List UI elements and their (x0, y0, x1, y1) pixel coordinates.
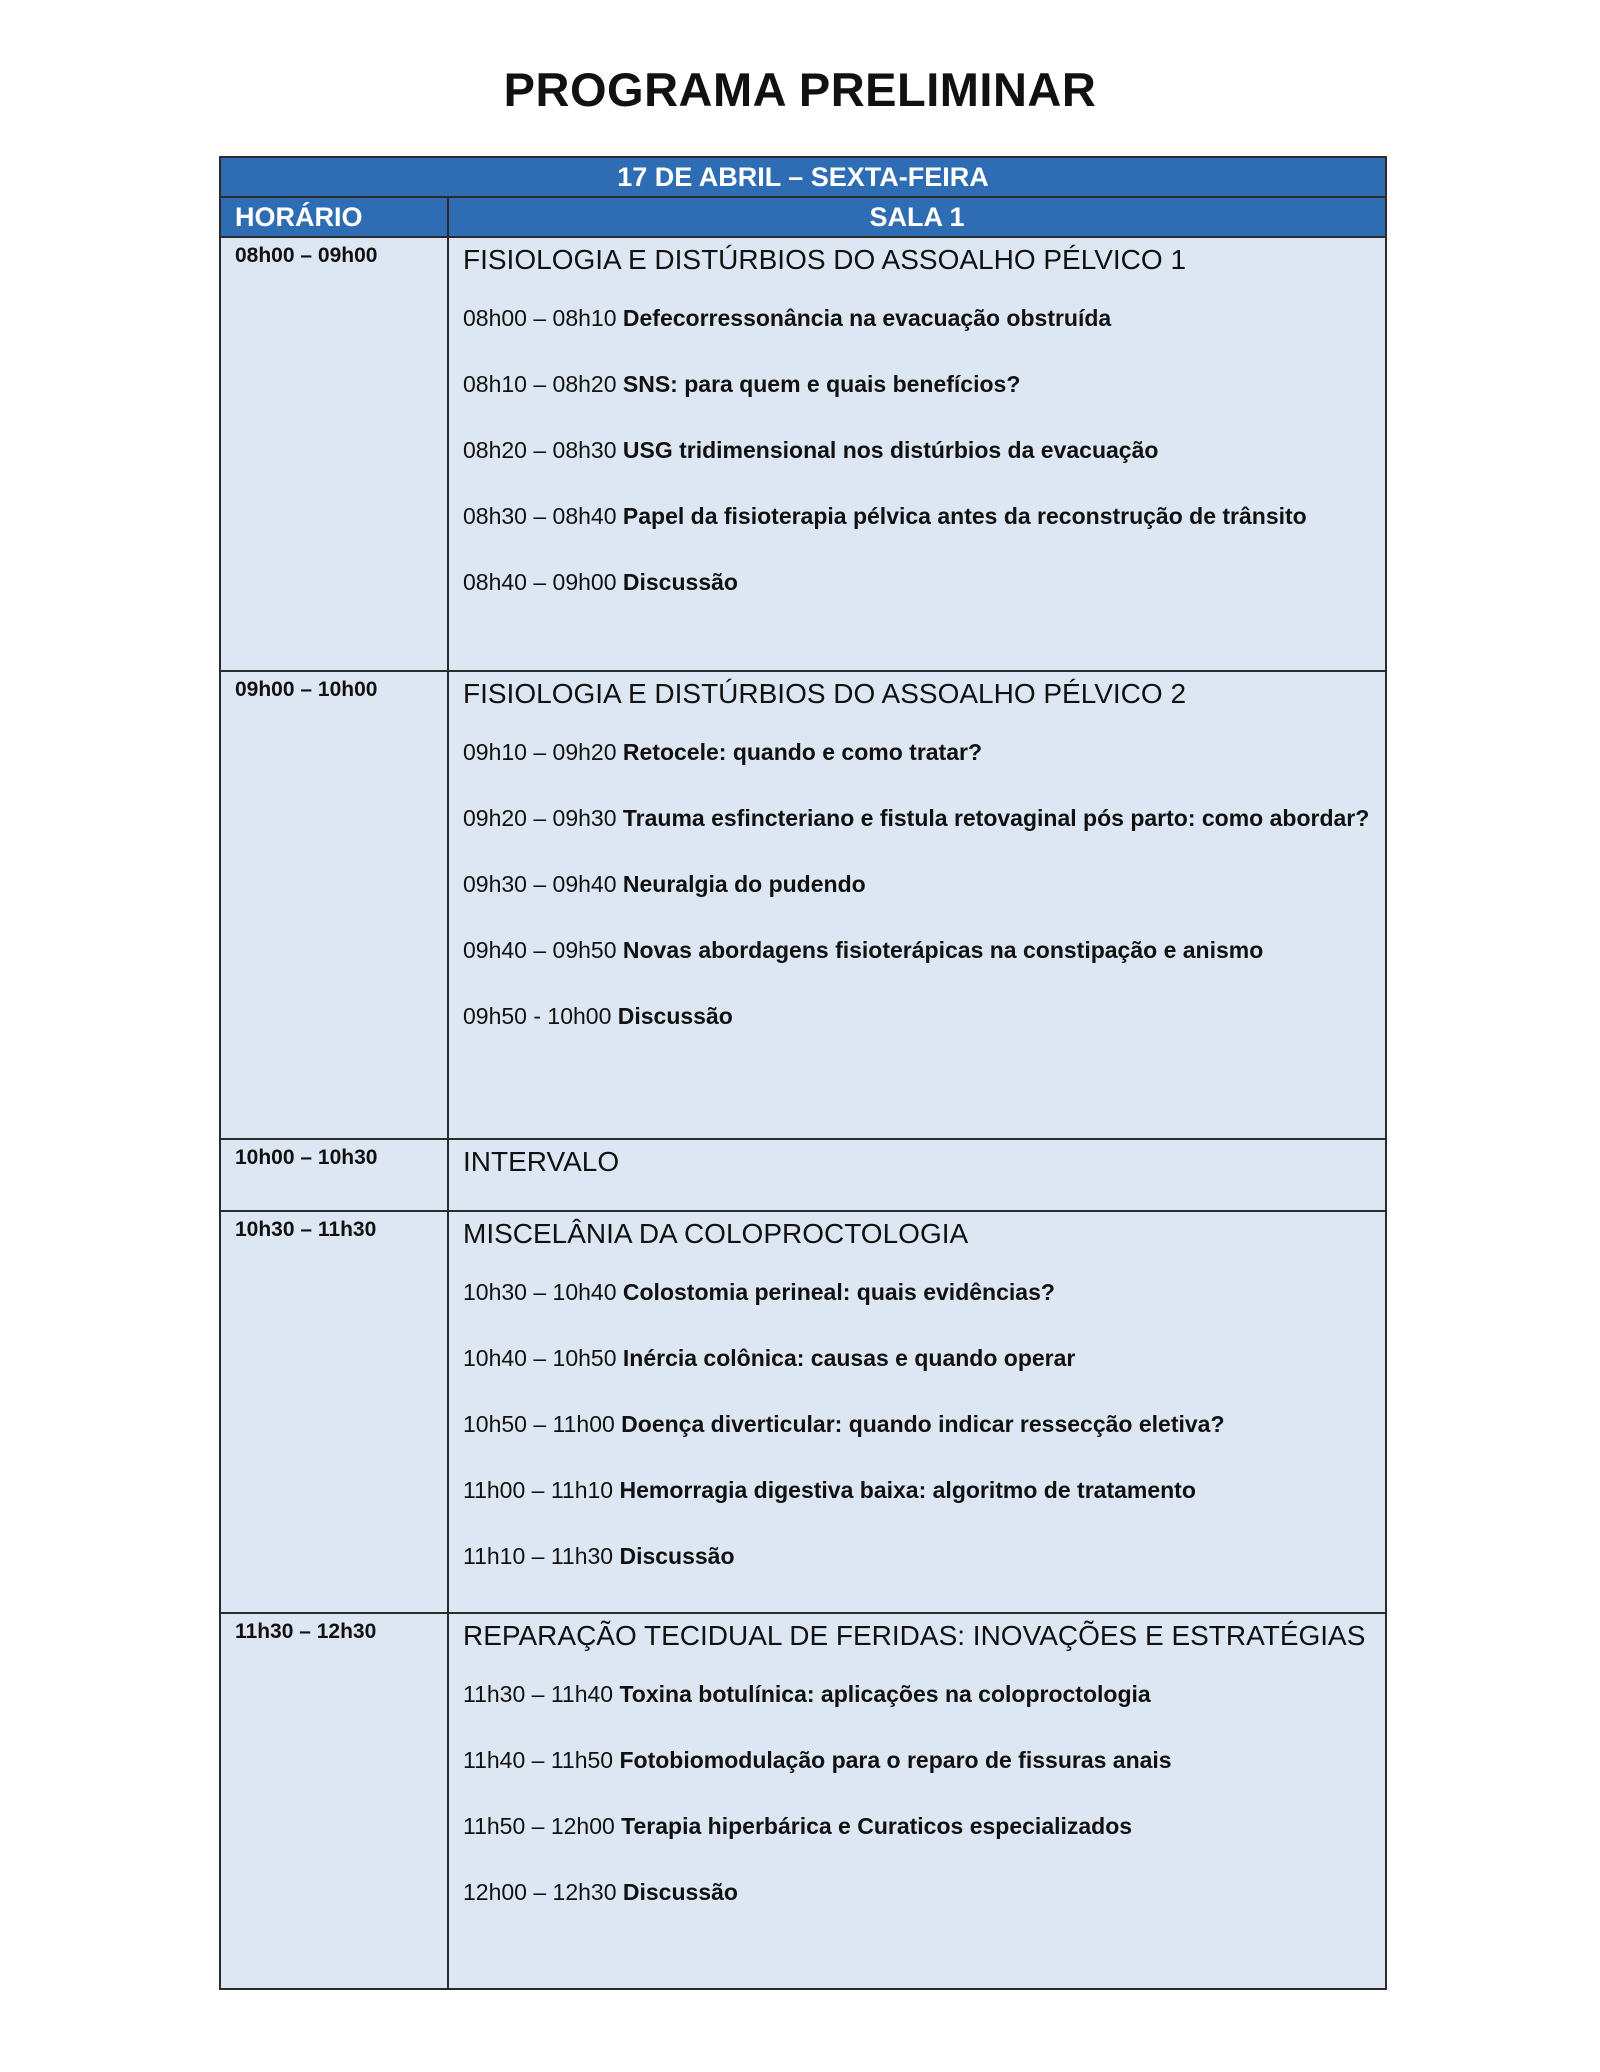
talk-item (463, 868, 1371, 901)
session-content (448, 1613, 1386, 1989)
session-content (448, 237, 1386, 671)
talk-title: Defecorressonância na evacuação obstruída (622, 305, 1112, 331)
talk-time: 10h50 – 11h00 (463, 1411, 615, 1437)
talk-item (463, 1810, 1371, 1843)
session-time: 10h30 – 11h30 (220, 1211, 448, 1613)
talk-title: Retocele: quando e como tratar? (622, 739, 983, 765)
talk-title: Colostomia perineal: quais evidências? (622, 1279, 1055, 1305)
schedule-table (219, 156, 1387, 1990)
session-row (220, 1139, 1386, 1211)
talk-title: Neuralgia do pudendo (622, 871, 866, 897)
session-time: 09h00 – 10h00 (220, 671, 448, 1139)
talk-title: SNS: para quem e quais benefícios? (622, 371, 1021, 397)
talk-title: Doença diverticular: quando indicar ressecção eletiva? (621, 1411, 1225, 1437)
session-title: FISIOLOGIA E DISTÚRBIOS DO ASSOALHO PÉLVICO 2 (463, 678, 1187, 709)
talk-title: Discussão (617, 1003, 733, 1029)
talk-item (463, 1876, 1371, 1909)
talk-time: 09h10 – 09h20 (463, 739, 617, 765)
talk-title: Novas abordagens fisioterápicas na constipação e anismo (622, 937, 1264, 963)
talk-item (463, 434, 1371, 467)
talk-time: 11h30 – 11h40 (463, 1681, 614, 1707)
talk-title: Hemorragia digestiva baixa: algoritmo de tratamento (619, 1477, 1196, 1503)
talk-time: 11h00 – 11h10 (463, 1477, 614, 1503)
session-content (448, 671, 1386, 1139)
column-header-row (220, 197, 1386, 237)
session-row (220, 1613, 1386, 1989)
talk-time: 11h40 – 11h50 (463, 1747, 614, 1773)
talk-title: Inércia colônica: causas e quando operar (622, 1345, 1076, 1371)
talk-time: 11h50 – 12h00 (463, 1813, 615, 1839)
talk-item (463, 1678, 1371, 1711)
session-content (448, 1139, 1386, 1211)
talk-time: 08h30 – 08h40 (463, 503, 617, 529)
talk-title: Toxina botulínica: aplicações na coloproctologia (619, 1681, 1151, 1707)
session-row (220, 1211, 1386, 1613)
talk-title: USG tridimensional nos distúrbios da evacuação (622, 437, 1159, 463)
talk-title: Terapia hiperbárica e Curaticos especializados (621, 1813, 1133, 1839)
talk-item (463, 1342, 1371, 1375)
talk-item (463, 1276, 1371, 1309)
page-title: PROGRAMA PRELIMINAR (503, 63, 1097, 116)
time-column-header: HORÁRIO (220, 197, 448, 237)
session-row (220, 671, 1386, 1139)
talk-time: 10h40 – 10h50 (463, 1345, 617, 1371)
talk-time: 12h00 – 12h30 (463, 1879, 617, 1905)
talk-time: 08h10 – 08h20 (463, 371, 617, 397)
session-content (448, 1211, 1386, 1613)
talk-item (463, 368, 1371, 401)
day-header-row (220, 157, 1386, 197)
session-row (220, 237, 1386, 671)
talk-title: Discussão (619, 1543, 735, 1569)
talk-item (463, 1744, 1371, 1777)
talk-title: Papel da fisioterapia pélvica antes da reconstrução de trânsito (622, 503, 1307, 529)
session-title: INTERVALO (463, 1146, 620, 1177)
talk-time: 09h30 – 09h40 (463, 871, 617, 897)
talk-time: 08h20 – 08h30 (463, 437, 617, 463)
talk-title: Discussão (622, 1879, 738, 1905)
talk-item (463, 934, 1371, 967)
talk-item (463, 302, 1371, 335)
session-title: FISIOLOGIA E DISTÚRBIOS DO ASSOALHO PÉLVICO 1 (463, 244, 1187, 275)
talk-time: 08h40 – 09h00 (463, 569, 617, 595)
talk-item (463, 736, 1371, 769)
talk-item (463, 1408, 1371, 1441)
talk-time: 11h10 – 11h30 (463, 1543, 614, 1569)
session-time: 11h30 – 12h30 (220, 1613, 448, 1989)
talk-time: 09h40 – 09h50 (463, 937, 617, 963)
day-label: 17 DE ABRIL – SEXTA-FEIRA (220, 157, 1386, 197)
talk-time: 08h00 – 08h10 (463, 305, 617, 331)
talk-time: 10h30 – 10h40 (463, 1279, 617, 1305)
talk-item (463, 1000, 1371, 1033)
session-title: REPARAÇÃO TECIDUAL DE FERIDAS: INOVAÇÕES E ESTRATÉGIAS (463, 1620, 1366, 1651)
talk-time: 09h50 - 10h00 (463, 1003, 612, 1029)
talk-item (463, 802, 1371, 835)
session-title: MISCELÂNIA DA COLOPROCTOLOGIA (463, 1218, 969, 1249)
session-time: 08h00 – 09h00 (220, 237, 448, 671)
talk-item (463, 566, 1371, 599)
talk-item (463, 1540, 1371, 1573)
talk-title: Discussão (622, 569, 738, 595)
talk-title: Trauma esfincteriano e fistula retovaginal pós parto: como abordar? (622, 805, 1370, 831)
room-column-header: SALA 1 (448, 197, 1386, 237)
talk-time: 09h20 – 09h30 (463, 805, 617, 831)
session-time: 10h00 – 10h30 (220, 1139, 448, 1211)
talk-item (463, 1474, 1371, 1507)
talk-title: Fotobiomodulação para o reparo de fissuras anais (619, 1747, 1172, 1773)
talk-item (463, 500, 1371, 533)
